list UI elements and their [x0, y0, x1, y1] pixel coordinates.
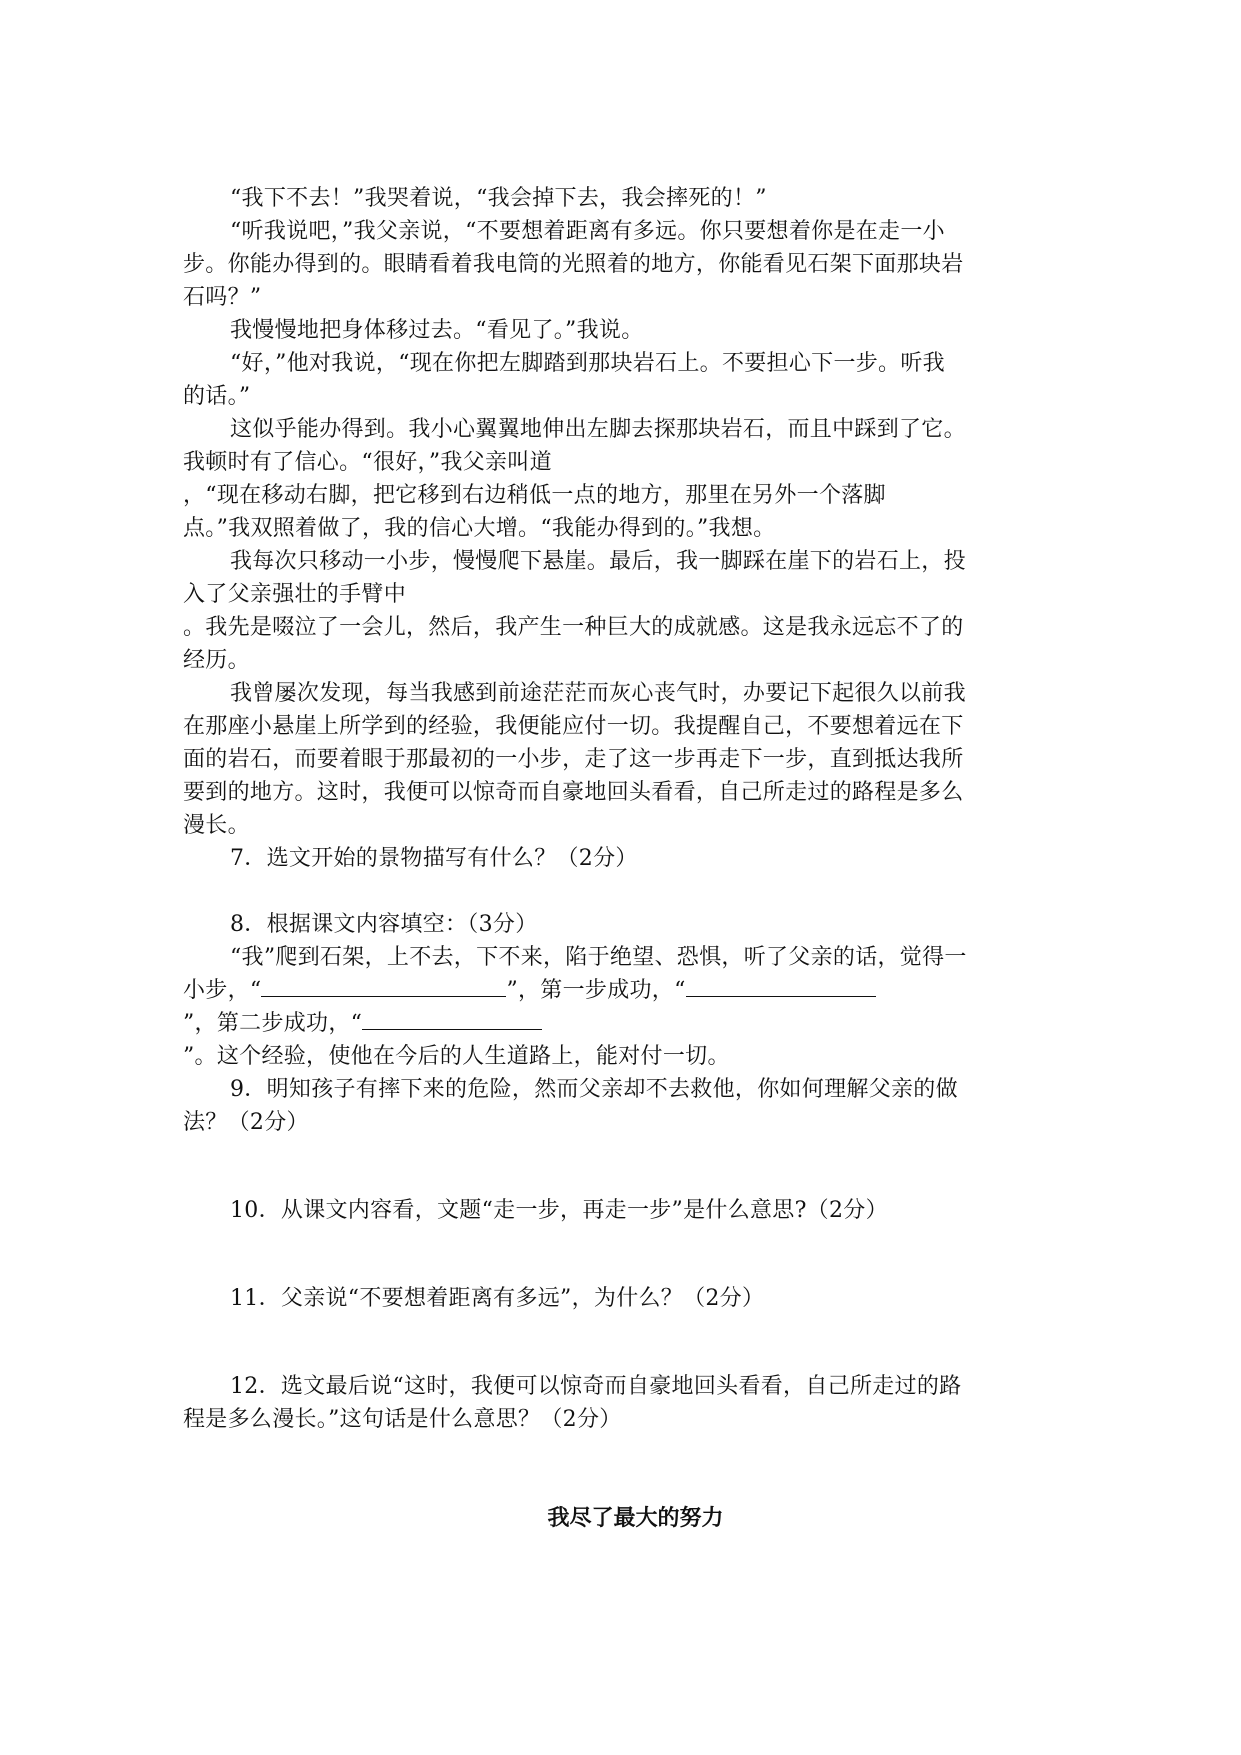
paragraph-line: “好，”他对我说，“现在你把左脚踏到那块岩石上。不要担心下一步。听我 — [230, 351, 945, 376]
question-8: 8．根据课文内容填空：（3分） — [230, 912, 538, 937]
paragraph-line: 步。你能办得到的。眼睛看着我电筒的光照着的地方，你能看见石架下面那块岩 — [183, 252, 964, 277]
paragraph-line: ，“现在移动右脚，把它移到右边稍低一点的地方，那里在另外一个落脚 — [183, 483, 886, 508]
paragraph-line: 我顿时有了信心。“很好，”我父亲叫道 — [183, 450, 552, 475]
answer-blank[interactable] — [362, 1009, 542, 1030]
question-9: 9．明知孩子有摔下来的危险，然而父亲却不去救他，你如何理解父亲的做 — [230, 1077, 958, 1102]
answer-blank[interactable] — [261, 976, 506, 997]
paragraph-line: “听我说吧，”我父亲说，“不要想着距离有多远。你只要想着你是在走一小 — [230, 219, 945, 244]
paragraph-line: 。我先是啜泣了一会儿，然后，我产生一种巨大的成就感。这是我永远忘不了的 — [183, 615, 964, 640]
paragraph-line: 要到的地方。这时，我便可以惊奇而自豪地回头看看，自己所走过的路程是多么 — [183, 780, 964, 805]
question-8-line: “我”爬到石架，上不去，下不来，陷于绝望、恐惧，听了父亲的话，觉得一 — [230, 945, 967, 970]
question-8-text: 小步，“ — [183, 978, 262, 1003]
question-8-text: ”，第二步成功，“ — [183, 1011, 363, 1036]
question-9-line: 法？（2分） — [183, 1110, 309, 1135]
question-8-fill-line — [183, 1008, 1063, 1040]
question-8-fill-line — [183, 975, 1063, 1007]
paragraph-line: 面的岩石，而要着眼于那最初的一小步，走了这一步再走下一步，直到抵达我所 — [183, 747, 964, 772]
question-7: 7．选文开始的景物描写有什么？（2分） — [230, 846, 638, 871]
paragraph-line: 这似乎能办得到。我小心翼翼地伸出左脚去探那块岩石，而且中踩到了它。 — [230, 417, 966, 442]
paragraph-line: 在那座小悬崖上所学到的经验，我便能应付一切。我提醒自己，不要想着远在下 — [183, 714, 964, 739]
question-10: 10．从课文内容看，文题“走一步，再走一步”是什么意思?（2分） — [230, 1198, 888, 1223]
question-8-line: ”。这个经验，使他在今后的人生道路上，能对付一切。 — [183, 1044, 730, 1069]
paragraph-line: 我每次只移动一小步，慢慢爬下悬崖。最后，我一脚踩在崖下的岩石上，投 — [230, 549, 966, 574]
question-12-line: 程是多么漫长。”这句话是什么意思？（2分） — [183, 1407, 622, 1432]
answer-blank[interactable] — [686, 976, 876, 997]
paragraph-line: 我曾屡次发现，每当我感到前途茫茫而灰心丧气时，办要记下起很久以前我 — [230, 681, 966, 706]
paragraph-line: 石吗？” — [183, 285, 262, 310]
paragraph-line: 点。”我双照着做了，我的信心大增。“我能办得到的。”我想。 — [183, 516, 776, 541]
paragraph-line: 入了父亲强壮的手臂中 — [183, 582, 407, 607]
question-11: 11．父亲说“不要想着距离有多远”，为什么？（2分） — [230, 1286, 765, 1311]
next-section-title: 我尽了最大的努力 — [547, 1506, 724, 1531]
paragraph-line: 我慢慢地把身体移过去。“看见了。”我说。 — [230, 318, 644, 343]
paragraph-line: 的话。” — [183, 384, 251, 409]
paragraph-line: “我下不去！”我哭着说，“我会掉下去，我会摔死的！” — [230, 186, 767, 211]
paragraph-line: 经历。 — [183, 648, 250, 673]
question-12: 12．选文最后说“这时，我便可以惊奇而自豪地回头看看，自己所走过的路 — [230, 1374, 962, 1399]
question-8-text: ”，第一步成功，“ — [506, 978, 686, 1003]
paragraph-line: 漫长。 — [183, 813, 250, 838]
